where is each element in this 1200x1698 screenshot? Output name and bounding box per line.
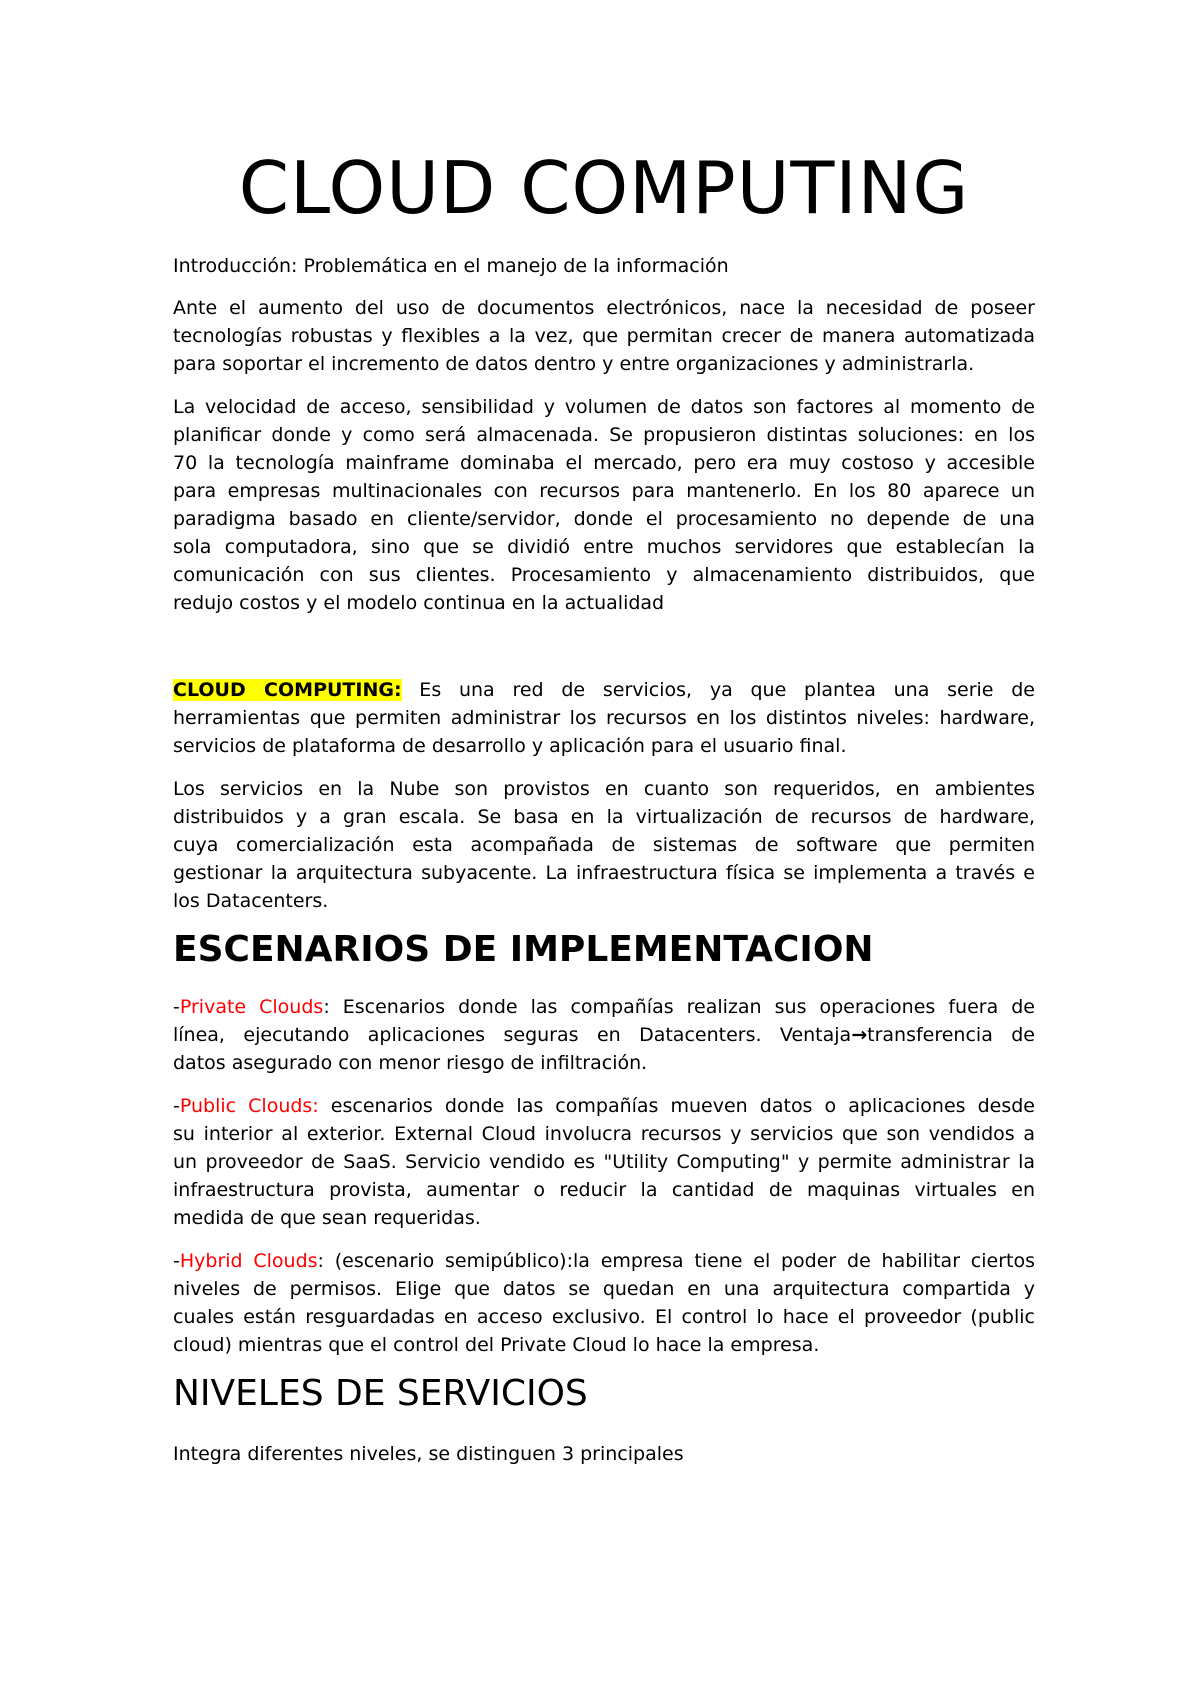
text-line: cuales están resguardadas en acceso exclusivo. El control lo hace el proveedor (public — [173, 1306, 1035, 1328]
highlighted-term: CLOUD COMPUTING: — [173, 679, 402, 701]
text-span: línea, ejecutando aplicaciones seguras en Datacenters. Ventaja — [173, 1024, 852, 1046]
text-span: transferencia de — [867, 1024, 1036, 1046]
text-line: un proveedor de SaaS. Servicio vendido es "Utility Computing" y permite administrar la — [173, 1151, 1035, 1173]
text-line: datos asegurado con menor riesgo de infiltración. — [173, 1052, 648, 1074]
text-line — [173, 676, 1035, 704]
text-line: Los servicios en la Nube son provistos en cuanto son requeridos, en ambientes — [173, 778, 1035, 800]
paragraph-definition — [173, 676, 1035, 760]
text-span: - — [173, 996, 180, 1018]
text-line — [173, 1021, 1035, 1049]
text-line: sola computadora, sino que se dividió entre muchos servidores que establecían la — [173, 536, 1035, 558]
paragraph-private-clouds — [173, 993, 1035, 1077]
text-line — [173, 1092, 1035, 1120]
intro-heading: Introducción: Problemática en el manejo de la información — [173, 255, 729, 277]
section-heading-niveles: NIVELES DE SERVICIOS — [173, 1373, 588, 1414]
text-line: medida de que sean requeridas. — [173, 1207, 481, 1229]
text-line: distribuidos y a gran escala. Se basa en la virtualización de recursos de hardware, — [173, 806, 1035, 828]
closing-text: Integra diferentes niveles, se distinguen 3 principales — [173, 1443, 684, 1465]
text-span: : Escenarios donde las compañías realizan sus operaciones fuera de — [323, 996, 1035, 1018]
text-line: 70 la tecnología mainframe dominaba el mercado, pero era muy costoso y accesible — [173, 452, 1035, 474]
text-line: infraestructura provista, aumentar o reducir la cantidad de maquinas virtuales en — [173, 1179, 1035, 1201]
text-line: niveles de permisos. Elige que datos se quedan en una arquitectura compartida y — [173, 1278, 1035, 1300]
text-line — [173, 1247, 1035, 1275]
text-span: Es una red de servicios, ya que plantea una serie de — [401, 679, 1035, 701]
paragraph-cloud-services — [173, 775, 1035, 915]
text-line: comunicación con sus clientes. Procesamiento y almacenamiento distribuidos, que — [173, 564, 1035, 586]
text-line: Ante el aumento del uso de documentos electrónicos, nace la necesidad de poseer — [173, 297, 1035, 319]
text-line: herramientas que permiten administrar los recursos en los distintos niveles: hardware, — [173, 707, 1035, 729]
text-line: servicios de plataforma de desarrollo y aplicación para el usuario final. — [173, 735, 847, 757]
text-line — [173, 993, 1035, 1021]
text-span: escenarios donde las compañías mueven datos o aplicaciones desde — [318, 1095, 1035, 1117]
hybrid-clouds-term: Hybrid Clouds — [179, 1250, 318, 1272]
text-line: los Datacenters. — [173, 890, 329, 912]
text-line: paradigma basado en cliente/servidor, donde el procesamiento no depende de una — [173, 508, 1035, 530]
text-line: planificar donde y como será almacenada. Se propusieron distintas soluciones: en los — [173, 424, 1035, 446]
text-line: La velocidad de acceso, sensibilidad y volumen de datos son factores al momento de — [173, 396, 1035, 418]
paragraph-electronic-documents — [173, 294, 1035, 378]
paragraph-hybrid-clouds — [173, 1247, 1035, 1359]
paragraph-history — [173, 393, 1035, 617]
text-line: su interior al exterior. External Cloud involucra recursos y servicios que son vendidos a — [173, 1123, 1035, 1145]
text-line: redujo costos y el modelo continua en la actualidad — [173, 592, 665, 614]
document-title: CLOUD COMPUTING — [238, 146, 970, 230]
text-line: cloud) mientras que el control del Private Cloud lo hace la empresa. — [173, 1334, 820, 1356]
text-line: para soportar el incremento de datos dentro y entre organizaciones y administrarla. — [173, 353, 975, 375]
private-clouds-term: Private Clouds — [179, 996, 324, 1018]
text-span: : (escenario semipúblico):la empresa tiene el poder de habilitar ciertos — [317, 1250, 1035, 1272]
text-line: cuya comercialización esta acompañada de sistemas de software que permiten — [173, 834, 1035, 856]
text-line: tecnologías robustas y flexibles a la vez, que permitan crecer de manera automatizada — [173, 325, 1035, 347]
right-arrow-icon: → — [851, 1024, 868, 1046]
text-span: - — [173, 1095, 180, 1117]
text-line: para empresas multinacionales con recursos para mantenerlo. En los 80 aparece un — [173, 480, 1035, 502]
public-clouds-term: Public Clouds: — [179, 1095, 319, 1117]
section-heading-escenarios: ESCENARIOS DE IMPLEMENTACION — [173, 929, 874, 970]
text-line: gestionar la arquitectura subyacente. La infraestructura física se implementa a través e — [173, 862, 1035, 884]
text-span: - — [173, 1250, 180, 1272]
paragraph-public-clouds — [173, 1092, 1035, 1232]
